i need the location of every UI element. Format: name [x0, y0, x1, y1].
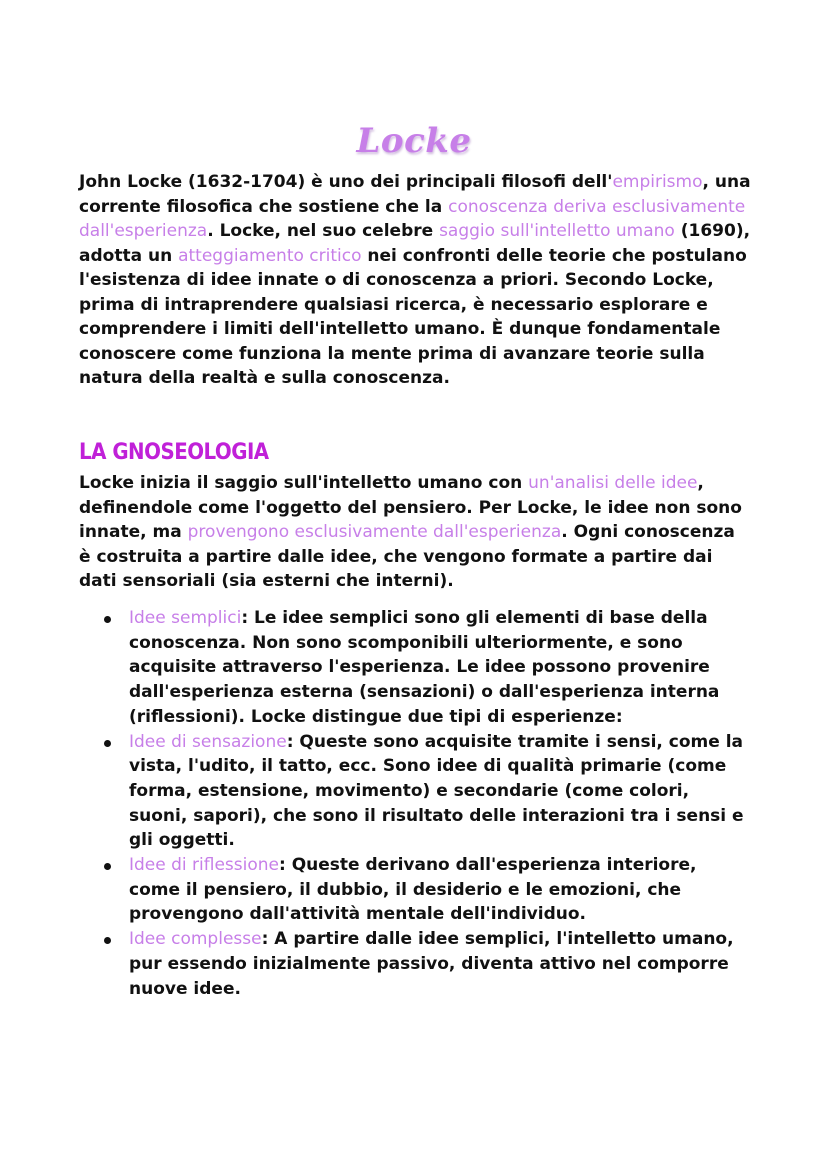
- list-item-term: Idee di riflessione: [129, 855, 279, 876]
- list-item-text: : A partire dalle idee semplici, l'intelletto umano, pur essendo inizialmente passivo, diventa attivo nel comporre nuove idee.: [129, 929, 734, 999]
- bullet-icon: [104, 863, 111, 870]
- intro-text: John Locke (1632-1704) è uno dei principali filosofi dell': [79, 172, 613, 192]
- list-item: [79, 730, 751, 854]
- list-item-text: : Queste sono acquisite tramite i sensi, come la vista, l'udito, il tatto, ecc. Sono idee di qualità primarie (come forma, estensione, movimento) e secondarie (come colori, suoni, sapori), che sono il risultato delle interazioni tra i sensi e gli oggetti.: [129, 731, 744, 851]
- list-item-text: : Queste derivano dall'esperienza interiore, come il pensiero, il dubbio, il desiderio e le emozioni, che provengono dall'attività mentale dell'individuo.: [129, 855, 697, 925]
- page-title: Locke: [356, 120, 472, 161]
- section-text: . Ogni conoscenza è costruita a partire dalle idee, che vengono formate a partire dai dati sensoriali (sia esterni che interni).: [79, 522, 735, 591]
- list-item-term: Idee di sensazione: [129, 731, 287, 752]
- bullet-icon: [104, 616, 111, 623]
- highlight-provengono: provengono esclusivamente dall'esperienza: [187, 522, 562, 542]
- intro-paragraph: [79, 170, 751, 391]
- list-item-term: Idee complesse: [129, 929, 262, 950]
- section-text: , definendole come l'oggetto del pensiero. Per Locke, le idee non sono innate, ma: [79, 473, 742, 542]
- section-heading: LA GNOSEOLOGIA: [79, 440, 269, 465]
- highlight-empirismo: empirismo: [612, 172, 703, 192]
- intro-text: (1690), adotta un: [79, 221, 751, 266]
- bullet-icon: [104, 740, 111, 747]
- list-item-text: : Le idee semplici sono gli elementi di base della conoscenza. Non sono scomponibili ulteriormente, e sono acquisite attraverso l'esperienza. Le idee possono provenire dall'esperienza esterna (sensazioni) o dall'esperienza interna (riflessioni). Locke distingue due tipi di esperienze:: [129, 608, 720, 727]
- bullet-icon: [104, 937, 111, 944]
- intro-text: nei confronti delle teorie che postulano l'esistenza di idee innate o di conoscenza a priori. Secondo Locke, prima di intraprendere qualsiasi ricerca, è necessario esplorare e comprendere i limiti dell'intelletto umano. È dunque fondamentale conoscere come funziona la mente prima di avanzare teorie sulla natura della realtà e sulla conoscenza.: [79, 245, 747, 388]
- highlight-atteggiamento: atteggiamento critico: [178, 245, 362, 266]
- section-paragraph: [79, 471, 751, 594]
- section-text: Locke inizia il saggio sull'intelletto umano con: [79, 473, 529, 493]
- highlight-saggio: saggio sull'intelletto umano: [439, 221, 675, 241]
- list-item: [79, 927, 751, 1001]
- list-item: [79, 853, 751, 927]
- intro-text: , una corrente filosofica che sostiene che la: [79, 172, 751, 217]
- ideas-list: [79, 606, 751, 1001]
- highlight-conoscenza: conoscenza deriva esclusivamente dall'esperienza: [79, 196, 746, 241]
- list-item: [79, 606, 751, 730]
- highlight-analisi: un'analisi delle idee: [528, 473, 698, 493]
- list-item-term: Idee semplici: [129, 608, 242, 628]
- intro-text: . Locke, nel suo celebre: [207, 221, 440, 241]
